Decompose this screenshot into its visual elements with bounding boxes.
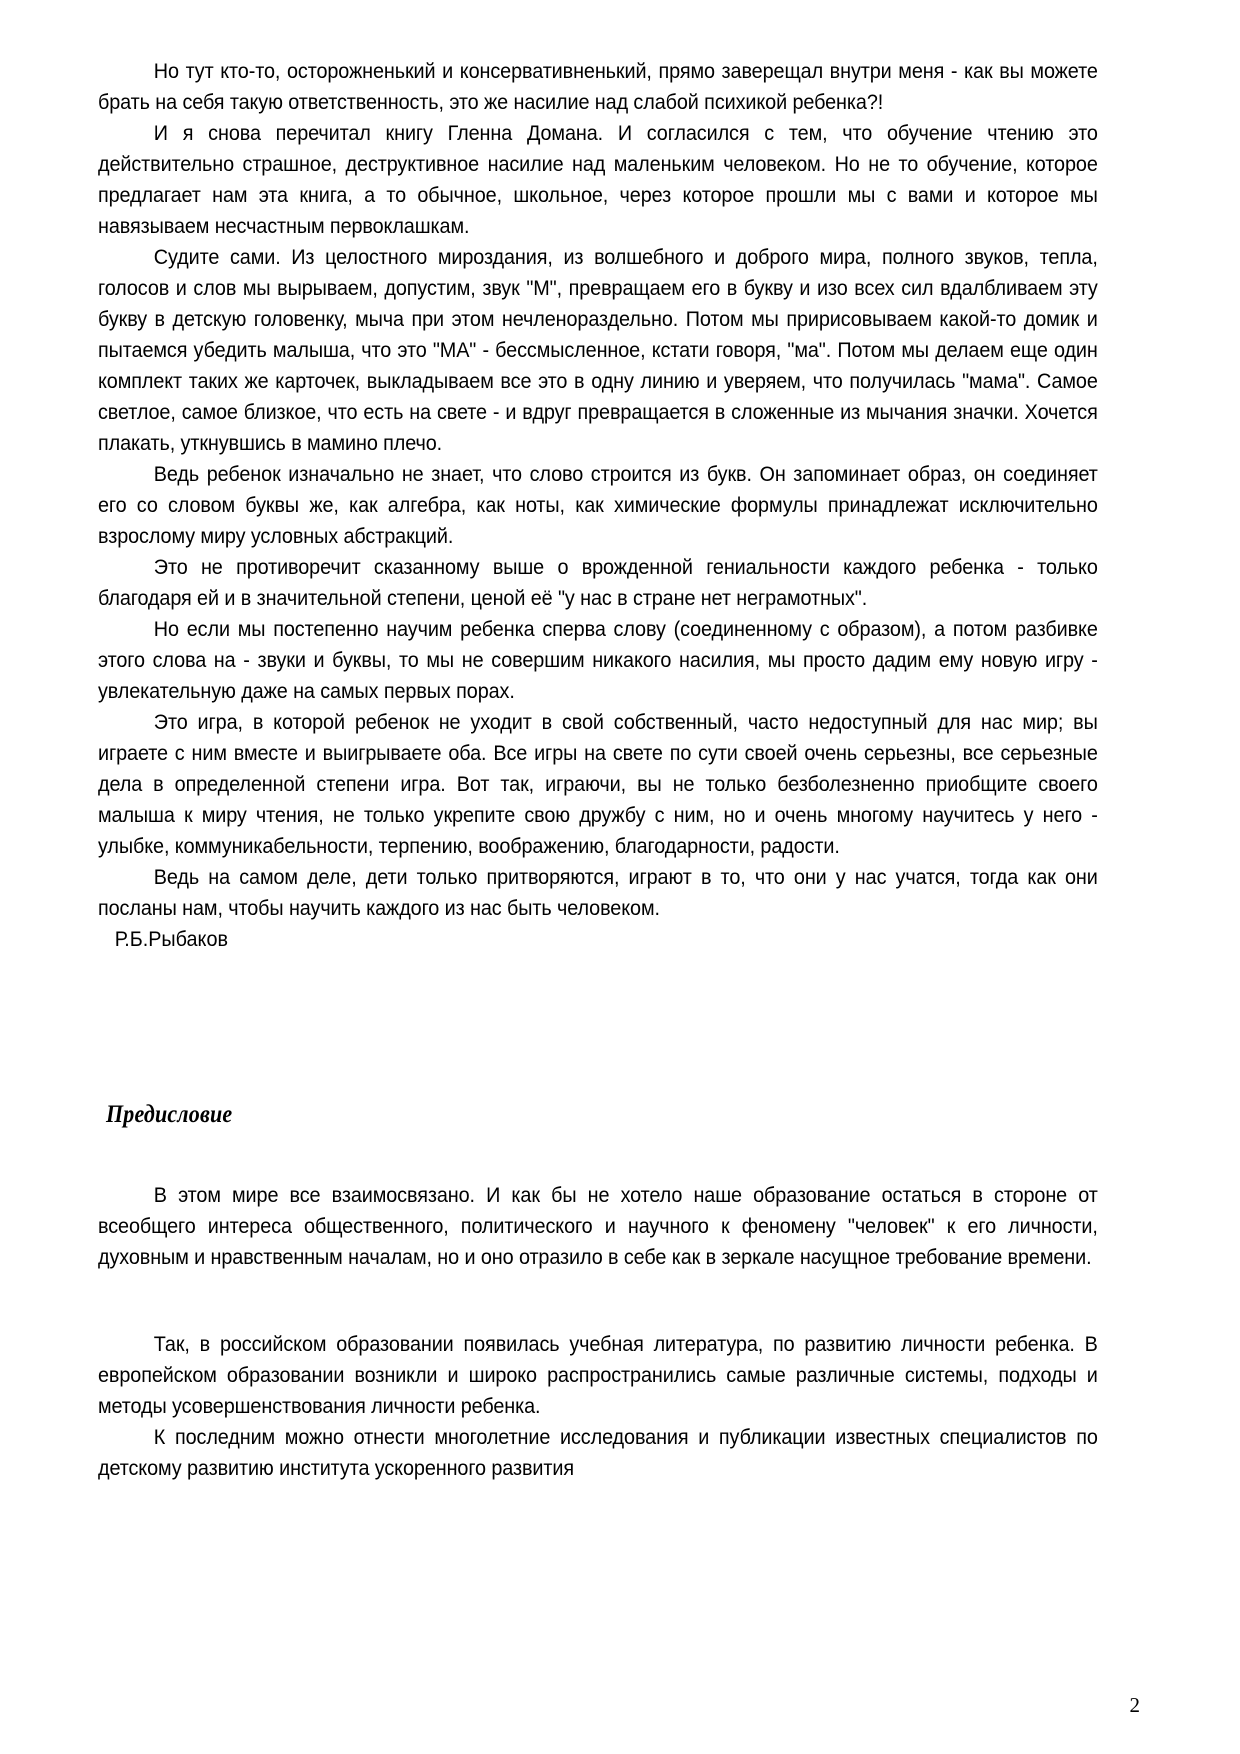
paragraph: Но если мы постепенно научим ребенка сперва слову (соединенному с образом), а потом разбивке этого слова на - звуки и буквы, то мы не совершим никакого насилия, мы просто дадим ему новую игру - увлекательную даже на самых первых порах.	[98, 616, 1098, 703]
paragraph: Ведь ребенок изначально не знает, что слово строится из букв. Он запоминает образ, он соединяет его со словом буквы же, как алгебра, как ноты, как химические формулы принадлежат исключительно взрослому миру условных абстракций.	[98, 461, 1098, 548]
author-signature: Р.Б.Рыбаков	[114, 926, 228, 951]
paragraph: Судите сами. Из целостного мироздания, из волшебного и доброго мира, полного звуков, тепла, голосов и слов мы вырываем, допустим, звук "М", превращаем его в букву и изо всех сил вдалбливаем эту букву в детскую головенку, мыча при этом нечленораздельно. Потом мы пририсовываем какой-то домик и пытаемся убедить малыша, что это "МА" - бессмысленное, кстати говоря, "ма". Потом мы делаем еще один комплект таких же карточек, выкладываем все это в одну линию и уверяем, что получилась "мама". Самое светлое, самое близкое, что есть на свете - и вдруг превращается в сложенные из мычания значки. Хочется плакать, уткнувшись в мамино плечо.	[98, 244, 1098, 455]
paragraph: И я снова перечитал книгу Гленна Домана. И согласился с тем, что обучение чтению это действительно страшное, деструктивное насилие над маленьким человеком. Но не то обучение, которое предлагает нам эта книга, а то обычное, школьное, через которое прошли мы с вами и которое мы навязываем несчастным первоклашкам.	[98, 120, 1098, 238]
paragraph: Так, в российском образовании появилась учебная литература, по развитию личности ребенка. В европейском образовании возникли и широко распространились самые различные системы, подходы и методы усовершенствования личности ребенка.	[98, 1331, 1098, 1418]
paragraph: В этом мире все взаимосвязано. И как бы не хотело наше образование остаться в стороне от всеобщего интереса общественного, политического и научного к феномену "человек" к его личности, духовным и нравственным началам, но и оно отразило в себе как в зеркале насущное требование времени.	[98, 1183, 1098, 1269]
paragraph: Ведь на самом деле, дети только притворяются, играют в то, что они у нас учатся, тогда как они посланы нам, чтобы научить каждого из нас быть человеком.	[98, 864, 1098, 920]
paragraph-spacer	[98, 1273, 1098, 1329]
paragraph: К последним можно отнести многолетние исследования и публикации известных специалистов по детскому развитию института ускоренного развития	[98, 1424, 1098, 1480]
paragraph: Это игра, в которой ребенок не уходит в свой собственный, часто недоступный для нас мир; вы играете с ним вместе и выигрываете оба. Все игры на свете по сути своей очень серьезны, все серьезные дела в определенной степени игра. Вот так, играючи, вы не только безболезненно приобщите своего малыша к миру чтения, не только укрепите свою дружбу с ним, но и очень многому научитесь у него - улыбке, коммуникабельности, терпению, воображению, благодарности, радости.	[98, 709, 1098, 858]
paragraph: Но тут кто-то, осторожненький и консервативненький, прямо заверещал внутри меня - как вы можете брать на себя такую ответственность, это же насилие над слабой психикой ребенка?!	[98, 59, 1098, 114]
paragraph: Это не противоречит сказанному выше о врожденной гениальности каждого ребенка - только благодаря ей и в значительной степени, ценой её "у нас в стране нет неграмотных".	[98, 554, 1098, 610]
main-text-block	[98, 56, 1098, 955]
preface-heading: Предисловие	[106, 1101, 233, 1128]
preface-text-block	[98, 1180, 1098, 1484]
page-number: 2	[1129, 1693, 1140, 1717]
